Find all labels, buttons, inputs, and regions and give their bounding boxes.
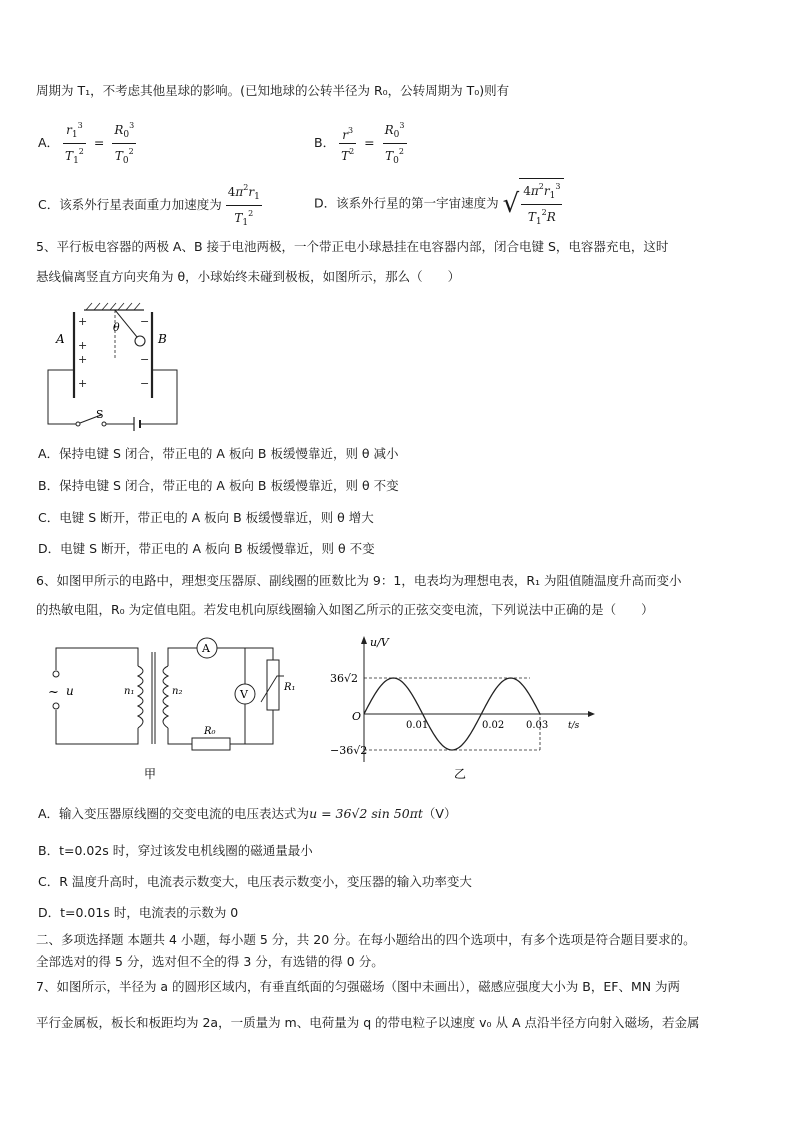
q6-jia-n2: n₂ (172, 686, 183, 697)
q4-option-b-lhs: $\frac{r^3}{T^2}$ (339, 123, 356, 164)
q5-plus-1: + (78, 315, 88, 328)
q6-figure-jia (40, 632, 300, 782)
q4-option-b: B． $\frac{r^3}{T^2}$ = $\frac{R_0^3}{T_0^2}$ (314, 118, 407, 169)
q5-option-c: C．电键 S 断开，带正电的 A 板向 B 板缓慢靠近，则 θ 增大 (38, 510, 374, 525)
q5-stem-line2: 悬线偏离竖直方向夹角为 θ，小球始终未碰到极板，如图所示，那么（ ） (36, 269, 461, 284)
q4-option-a-rhs: $\frac{R_0^3}{T_0^2}$ (112, 118, 136, 169)
q6-option-a-text: A．输入变压器原线圈的交变电流的电压表达式为 (38, 806, 310, 821)
q5-minus-3: − (140, 377, 150, 390)
q6-jia-r0: R₀ (204, 726, 216, 737)
q5-option-a: A．保持电键 S 闭合，带正电的 A 板向 B 板缓慢靠近，则 θ 减小 (38, 446, 399, 461)
q6-stem-line2: 的热敏电阻，R₀ 为定值电阻。若发电机向原线圈输入如图乙所示的正弦交变电流，下列说法中正确的是（ ） (36, 602, 654, 617)
q6-figure-yi (330, 632, 600, 782)
q6-yi-xtick-3: 0.03 (526, 720, 549, 731)
q5-plus-4: + (78, 377, 88, 390)
q6-option-b: B．t=0.02s 时，穿过该发电机线圈的磁通量最小 (38, 843, 313, 858)
q6-jia-n1: n₁ (124, 686, 135, 697)
q6-jia-u: u (66, 684, 74, 698)
q6-yi-caption: 乙 (454, 767, 467, 781)
q6-option-a-formula: u = 36√2 sin 50πt (309, 806, 423, 821)
q6-jia-r1: R₁ (284, 682, 296, 693)
q6-yi-origin: O (352, 710, 362, 723)
q5-minus-2: − (140, 353, 150, 366)
q5-option-b: B．保持电键 S 闭合，带正电的 A 板向 B 板缓慢靠近，则 θ 不变 (38, 478, 399, 493)
q5-label-a: A (56, 332, 65, 346)
q6-jia-caption: 甲 (144, 767, 157, 781)
q4-option-b-rhs: $\frac{R_0^3}{T_0^2}$ (383, 118, 407, 169)
q6-stem-line1: 6、如图甲所示的电路中，理想变压器原、副线圈的匝数比为 9：1，电表均为理想电表，R₁ 为阻值随温度升高而变小 (36, 573, 682, 588)
q6-jia-tilde: ~ (48, 685, 59, 700)
q5-label-b: B (158, 332, 167, 346)
q6-jia-voltmeter: V (240, 688, 248, 701)
q6-yi-xtick-1: 0.01 (406, 720, 429, 731)
q5-plus-2: + (78, 339, 88, 352)
q6-yi-xlabel: t/s (568, 721, 580, 731)
q4-option-c-formula: $\frac{4\pi^2r_1}{T_1^2}$ (226, 180, 262, 231)
q6-option-a (38, 805, 456, 823)
q6-option-a-unit: （V） (422, 806, 457, 821)
q6-yi-ylabel: u/V (370, 636, 389, 649)
q6-yi-ymin: −36√2 (330, 744, 368, 757)
q4-option-d-text: D．该系外行星的第一宇宙速度为 (314, 195, 499, 211)
q4-option-a-label: A． (38, 135, 60, 150)
q5-plus-3: + (78, 353, 88, 366)
q7-line1: 7、如图所示，半径为 a 的圆形区域内，有垂直纸面的匀强磁场（图中未画出），磁感应强度大小为 B，EF、MN 为两 (36, 979, 681, 994)
q6-yi-xtick-2: 0.02 (482, 720, 505, 731)
q5-stem-line1: 5、平行板电容器的两极 A、B 接于电池两极，一个带正电小球悬挂在电容器内部，闭合电键 S，电容器充电，这时 (36, 239, 669, 254)
q5-capacitor-figure (40, 300, 190, 435)
q5-label-s: S (96, 408, 104, 421)
q5-option-d: D．电键 S 断开，带正电的 A 板向 B 板缓慢靠近，则 θ 不变 (38, 541, 375, 556)
q6-option-d: D．t=0.01s 时，电流表的示数为 0 (38, 905, 239, 920)
q4-option-c (38, 180, 262, 231)
section2-line2: 全部选对的得 5 分，选对但不全的得 3 分，有选错的得 0 分。 (36, 954, 384, 969)
q5-label-theta: θ (113, 321, 120, 334)
q4-option-d-formula: $\frac{4\pi^2r_1^3}{T_1^2R}$ (521, 179, 562, 230)
q4-option-a: A． $\frac{r_1^3}{T_1^2}$ = $\frac{R_0^3}{T_0^2}$ (38, 118, 136, 169)
q6-jia-ammeter: A (202, 642, 210, 655)
q4-option-a-lhs: $\frac{r_1^3}{T_1^2}$ (63, 118, 86, 169)
q6-yi-ymax: 36√2 (330, 672, 359, 685)
q4-option-d: D．该系外行星的第一宇宙速度为 √ $\frac{4\pi^2r_1^3}{T_1^2R}$ (314, 178, 564, 230)
section2-line1: 二、多项选择题 本题共 4 小题，每小题 5 分，共 20 分。在每小题给出的四个选项中，有多个选项是符合题目要求的。 (36, 932, 696, 947)
q6-option-c: C．R 温度升高时，电流表示数变大，电压表示数变小，变压器的输入功率变大 (38, 874, 472, 889)
q5-minus-1: − (140, 315, 150, 328)
q4-intro: 周期为 T₁，不考虑其他星球的影响。(已知地球的公转半径为 R₀，公转周期为 T₀)则有 (36, 83, 510, 98)
q7-line2: 平行金属板，板长和板距均为 2a，一质量为 m、电荷量为 q 的带电粒子以速度 v₀ 从 A 点沿半径方向射入磁场，若金属 (36, 1015, 700, 1030)
q4-option-b-label: B． (314, 135, 336, 150)
q4-option-c-text: C．该系外行星表面重力加速度为 (38, 197, 222, 212)
